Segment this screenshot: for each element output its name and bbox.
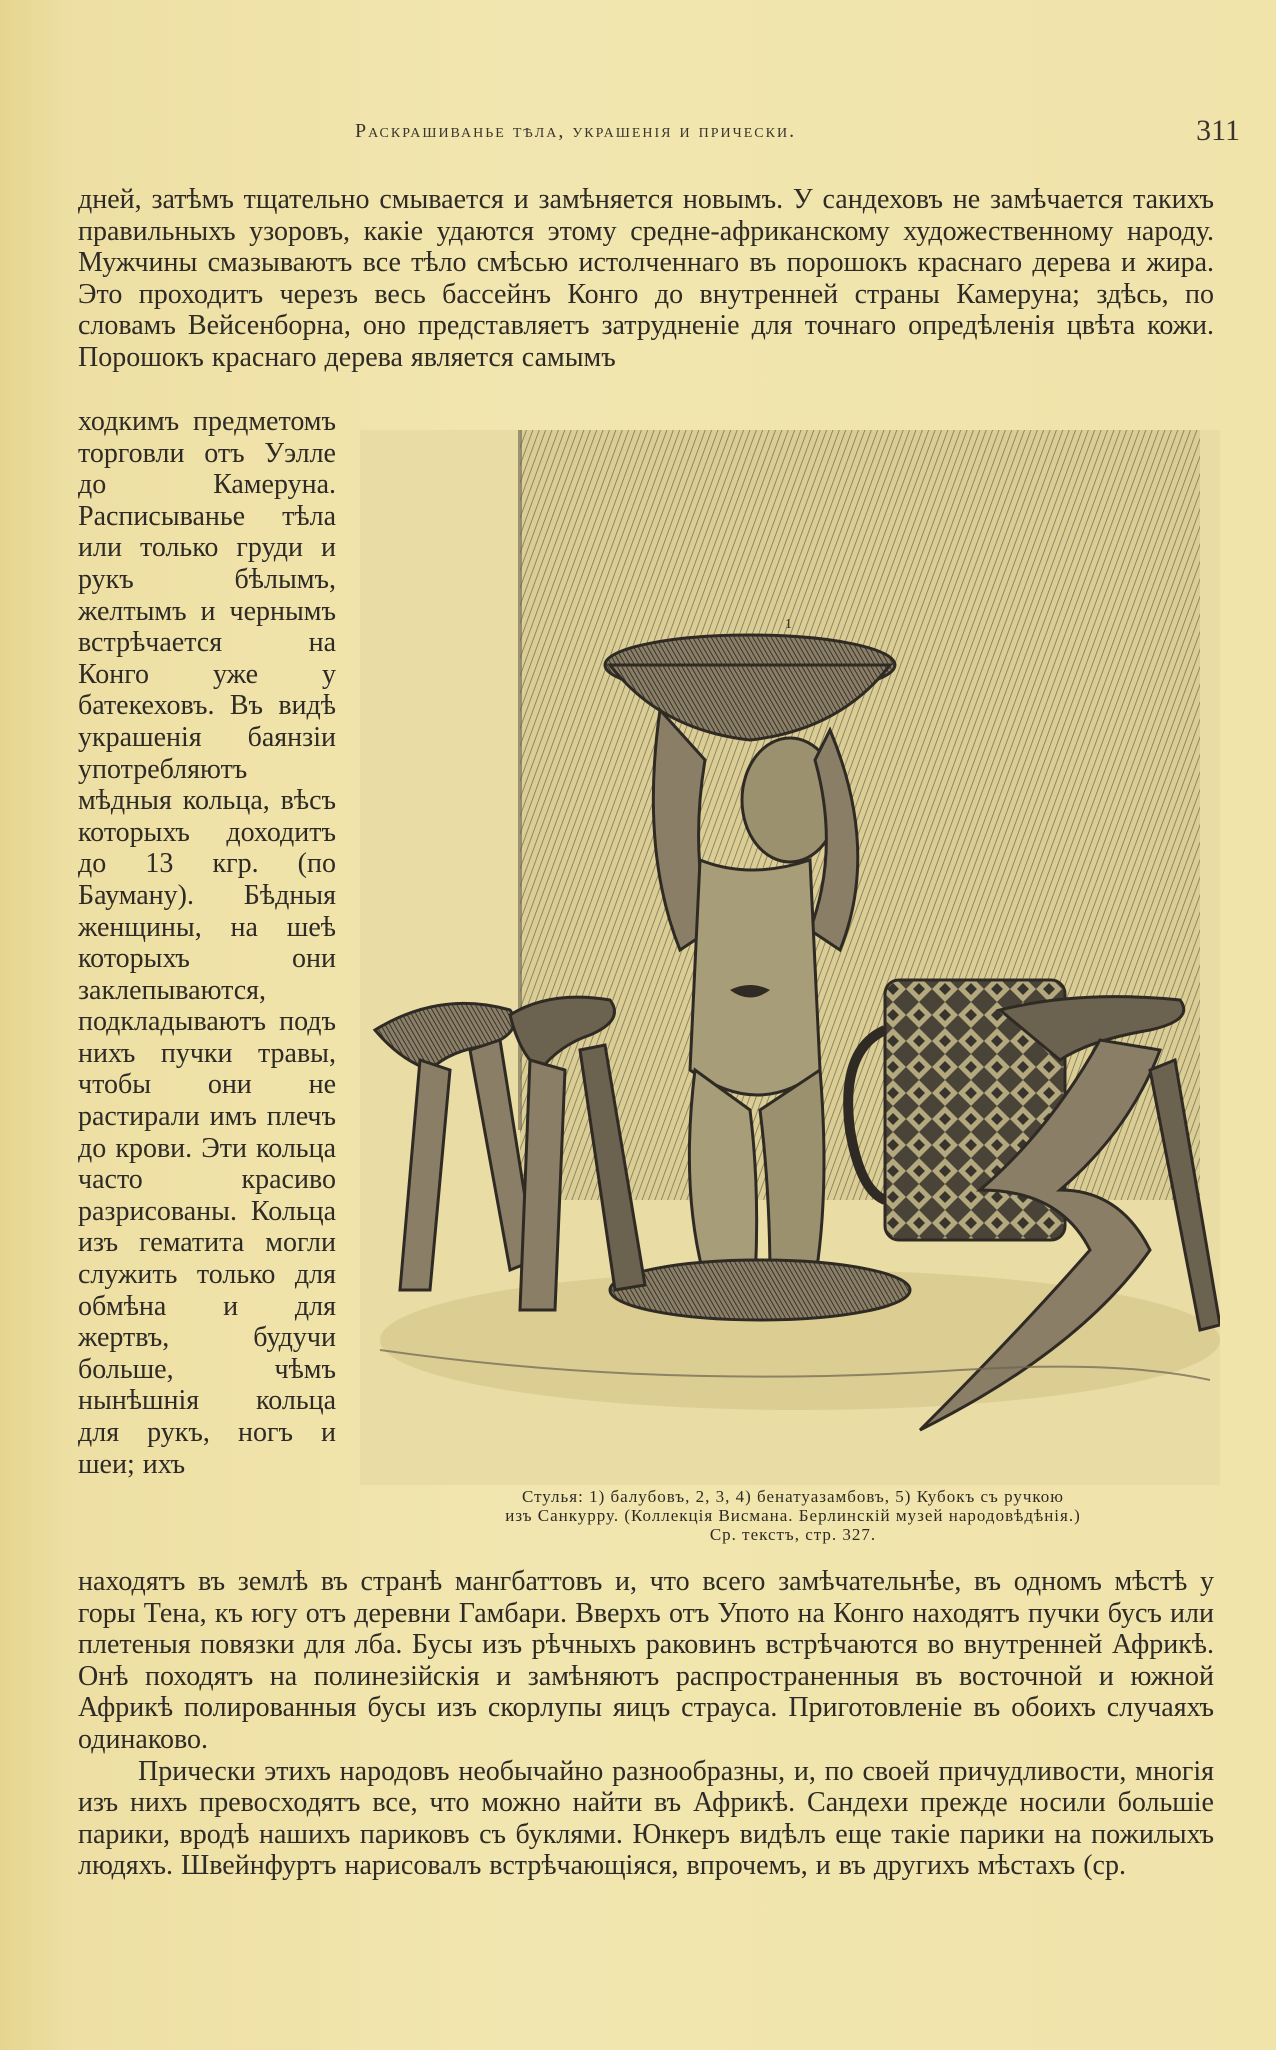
stools-illustration xyxy=(360,430,1220,1485)
caption-line-2: изъ Санкурру. (Коллекція Висмана. Берлинскій музей народовѣдѣнія.) xyxy=(505,1506,1081,1525)
left-column-paragraph: ходкимъ предметомъ торговли отъ Уэлле до Камеруна. Расписыванье тѣла или только груди и рукъ бѣлымъ, желтымъ и чернымъ встрѣчается на Конго уже у батекеховъ. Въ видѣ украшенія баянзіи употребляютъ мѣдныя кольца, вѣсъ которыхъ доходитъ до 13 кгр. (по Бауману). Бѣдныя женщины, на шеѣ которыхъ они заклепываются, подкладываютъ подъ нихъ пучки травы, чтобы они не растирали имъ плечъ до крови. Эти кольца часто красиво разрисованы. Кольца изъ гематита могли служить только для обмѣна и для жертвъ, будучи больше, чѣмъ нынѣшнія кольца для рукъ, ногъ и шеи; ихъ xyxy=(78,406,336,1480)
left-column-text xyxy=(78,406,336,1480)
bottom-text xyxy=(78,1566,1214,1882)
caption-line-3: Ср. текстъ, стр. 327. xyxy=(709,1525,877,1544)
bottom-paragraph-1: находятъ въ землѣ въ странѣ мангбаттовъ и, что всего замѣчательнѣе, въ одномъ мѣстѣ у горы Тена, къ югу отъ деревни Гамбари. Вверхъ отъ Упото на Конго находятъ пучки бусъ или плетеныя повязки для лба. Бусы изъ рѣчныхъ раковинъ встрѣчаются во внутренней Африкѣ. Онѣ походятъ на полинезійскія и замѣняютъ распространенныя въ восточной и южной Африкѣ полированныя бусы изъ скорлупы яицъ страуса. Приготовленіе въ обоихъ случаяхъ одинаково. xyxy=(78,1566,1214,1755)
top-paragraph-text: дней, затѣмъ тщательно смывается и замѣняется новымъ. У сандеховъ не замѣчается такихъ правильныхъ узоровъ, какіе удаются этому средне-африканскому художественному народу. Мужчины смазываютъ все тѣло смѣсью истолченнаго въ порошокъ краснаго дерева и жира. Это проходитъ черезъ весь бассейнъ Конго до внутренней страны Камеруна; здѣсь, по словамъ Вейсенборна, оно представляетъ затрудненіе для точнаго опредѣленія цвѣта кожи. Порошокъ краснаго дерева является самымъ xyxy=(78,184,1214,373)
caption-line-1: Стулья: 1) балубовъ, 2, 3, 4) бенатуазамбовъ, 5) Кубокъ съ ручкою xyxy=(521,1487,1065,1506)
figure-caption xyxy=(378,1487,1208,1544)
running-title: Раскрашиванье тѣла, украшенія и прически. xyxy=(355,120,797,142)
top-paragraph xyxy=(78,184,1214,374)
engraving-image xyxy=(360,430,1220,1485)
page-number: 311 xyxy=(1196,114,1240,147)
page-header xyxy=(355,114,1240,160)
figure-marker: 1 xyxy=(785,617,792,632)
bottom-paragraph-2: Прически этихъ народовъ необычайно разнообразны, и, по своей причудливости, многія изъ нихъ превосходятъ все, что можно найти въ Африкѣ. Сандехи прежде носили большіе парики, вродѣ нашихъ париковъ съ буклями. Юнкеръ видѣлъ еще такіе парики на пожилыхъ людяхъ. Швейнфуртъ нарисовалъ встрѣчающіяся, впрочемъ, и въ другихъ мѣстахъ (ср. xyxy=(78,1755,1214,1882)
